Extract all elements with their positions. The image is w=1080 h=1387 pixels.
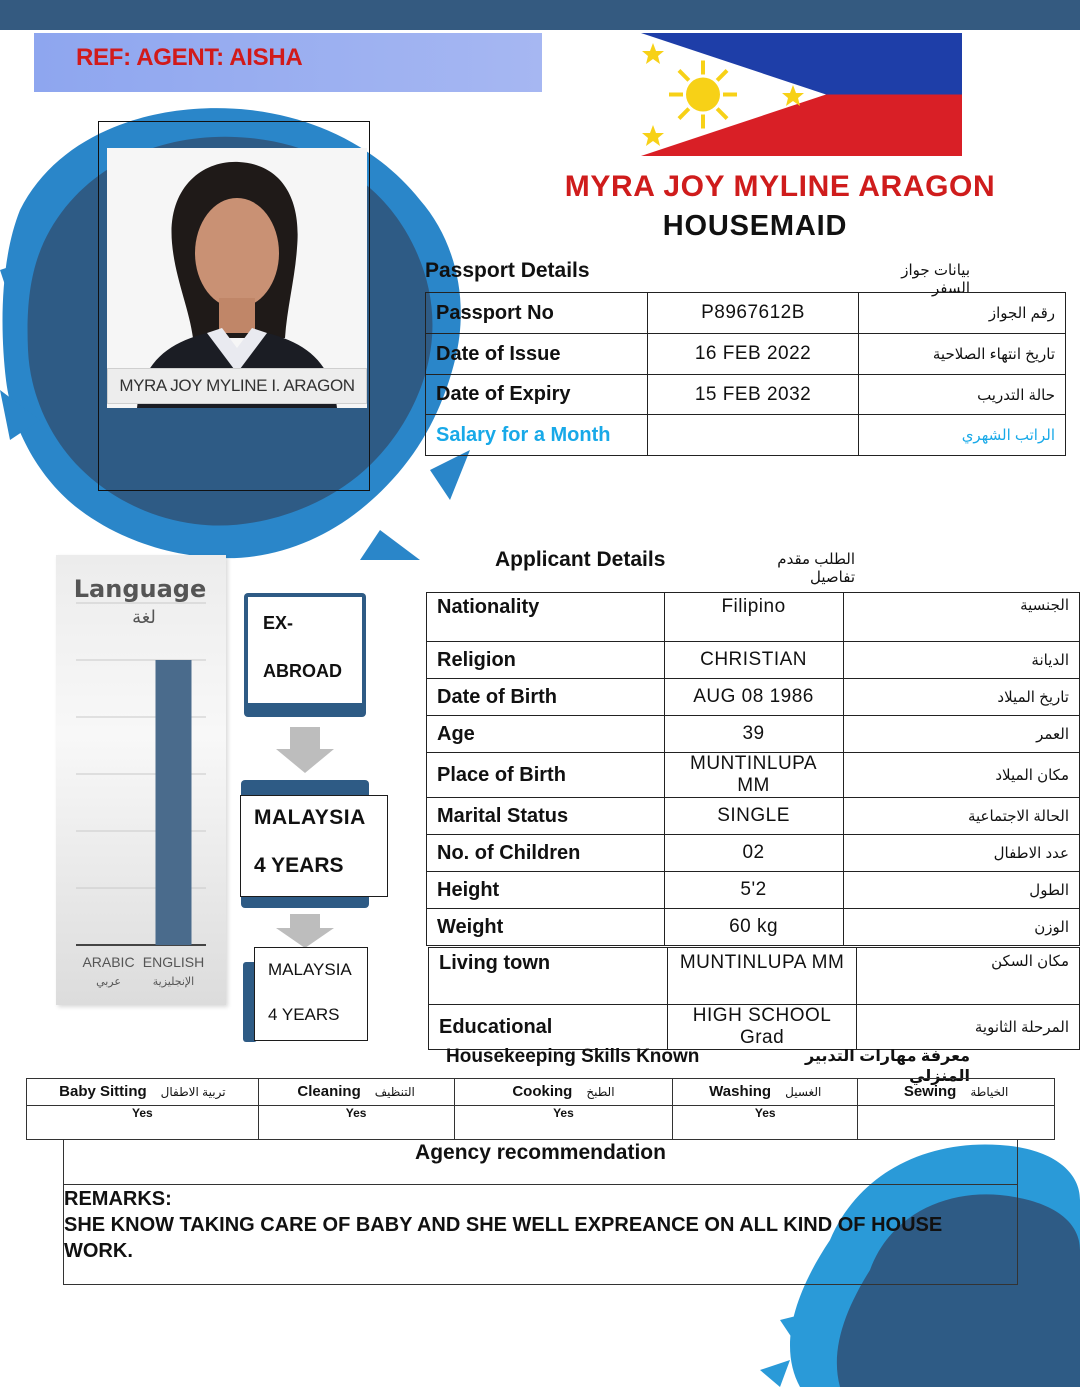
table-row (427, 593, 1080, 642)
table-row (427, 872, 1080, 909)
divider (63, 1184, 1018, 1185)
table-row (427, 835, 1080, 872)
table-row (427, 753, 1080, 798)
remarks-label: REMARKS: (64, 1188, 172, 1210)
down-arrow-icon (276, 727, 334, 773)
candidate-photo (107, 148, 367, 408)
skill-name: Cooking (512, 1083, 573, 1100)
marital-status-label-ar: الحالة الاجتماعية (843, 798, 1080, 835)
skill-name: Cleaning (297, 1083, 361, 1100)
marital-status-label: Marital Status (427, 798, 665, 835)
job1-country: MALAYSIA (254, 806, 366, 829)
weight-label-ar: الوزن (843, 909, 1080, 946)
table-row (427, 716, 1080, 753)
passport-no-value: P8967612B (647, 293, 859, 334)
living-town-label-ar: مكان السكن (857, 948, 1080, 1005)
education-label: Educational (429, 1005, 668, 1050)
date-of-birth-label-ar: تاريخ الميلاد (843, 679, 1080, 716)
children-label: No. of Children (427, 835, 665, 872)
philippines-flag-icon (641, 33, 962, 156)
skill-value: Yes (673, 1106, 858, 1140)
language-bar-english (156, 660, 192, 945)
table-row (426, 293, 1066, 334)
children-value: 02 (664, 835, 843, 872)
remarks-text: SHE KNOW TAKING CARE OF BABY AND SHE WELL EXPREANCE ON ALL KIND OF HOUSE WORK. (64, 1214, 943, 1262)
children-label-ar: عدد الاطفال (843, 835, 1080, 872)
date-of-expiry-value: 15 FEB 2032 (647, 375, 859, 415)
religion-label: Religion (427, 642, 665, 679)
date-of-birth-value: AUG 08 1986 (664, 679, 843, 716)
weight-value: 60 kg (664, 909, 843, 946)
height-label-ar: الطول (843, 872, 1080, 909)
nationality-value: Filipino (664, 593, 843, 642)
table-row (426, 415, 1066, 456)
salary-value (647, 415, 859, 456)
skills-title: Housekeeping Skills Known (446, 1046, 700, 1067)
religion-label-ar: الديانة (843, 642, 1080, 679)
language-tick-label: ENGLISH (142, 954, 205, 970)
passport-no-label: Passport No (426, 293, 648, 334)
table-row (426, 334, 1066, 375)
language-tick-label-ar: الإنجليزية (152, 975, 195, 988)
education-value: HIGH SCHOOL Grad (667, 1005, 857, 1050)
candidate-name: MYRA JOY MYLINE ARAGON (564, 170, 996, 203)
place-of-birth-value: MUNTINLUPA MM (664, 753, 843, 798)
age-value: 39 (664, 716, 843, 753)
language-title-ar: لغة (132, 607, 156, 628)
down-arrow-icon (276, 914, 334, 948)
applicant-table (426, 592, 1080, 946)
skills-title-ar: معرفة مهارات التدبير المنزلي (805, 1048, 970, 1085)
ex-abroad-line1: EX- (263, 613, 294, 633)
date-of-issue-value: 16 FEB 2022 (647, 334, 859, 375)
religion-value: CHRISTIAN (664, 642, 843, 679)
remarks-block (64, 1186, 964, 1264)
skill-value (858, 1106, 1055, 1140)
height-value: 5'2 (664, 872, 843, 909)
job2-duration: 4 YEARS (268, 1005, 340, 1024)
skill-name: Washing (709, 1083, 772, 1100)
salary-label-ar: الراتب الشهري (859, 415, 1066, 456)
skill-name-ar: الخياطة (970, 1085, 1009, 1099)
ex-abroad-box (248, 597, 362, 703)
photo-name-caption: MYRA JOY MYLINE I. ARAGON (107, 368, 367, 404)
applicant-extra-table (428, 947, 1080, 1050)
living-town-value: MUNTINLUPA MM (667, 948, 857, 1005)
table-row (427, 642, 1080, 679)
applicant-details-title: Applicant Details (495, 548, 666, 571)
table-row (27, 1106, 1055, 1140)
passport-table (425, 292, 1066, 456)
language-tick-label: ARABIC (82, 954, 135, 970)
marital-status-value: SINGLE (664, 798, 843, 835)
job1-duration: 4 YEARS (254, 854, 344, 877)
language-tick-label-ar: عربي (96, 975, 121, 988)
skill-value: Yes (27, 1106, 259, 1140)
nationality-label-ar: الجنسية (843, 593, 1080, 642)
salary-label: Salary for a Month (426, 415, 648, 456)
applicant-details-title-ar: الطلب مقدم تفاصيل (777, 551, 855, 586)
table-row (427, 679, 1080, 716)
agent-reference-text: REF: AGENT: AISHA (76, 44, 303, 71)
skill-sewing (858, 1079, 1055, 1106)
language-title: Language (73, 575, 207, 603)
agent-reference-banner (34, 33, 542, 92)
job2-box (254, 947, 368, 1041)
date-of-issue-label-ar: تاريخ انتهاء الصلاحية (859, 334, 1066, 375)
skill-name: Sewing (903, 1083, 957, 1100)
passport-details-title-ar: بيانات جواز السفر (901, 262, 970, 297)
table-row (427, 909, 1080, 946)
skill-baby-sitting (27, 1079, 259, 1106)
date-of-birth-label: Date of Birth (427, 679, 665, 716)
table-row (427, 798, 1080, 835)
age-label: Age (427, 716, 665, 753)
language-chart (56, 555, 226, 1005)
passport-no-label-ar: رقم الجواز (859, 293, 1066, 334)
age-label-ar: العمر (843, 716, 1080, 753)
skill-name-ar: التنظيف (374, 1085, 415, 1099)
top-bar (0, 0, 1080, 30)
education-label-ar: المرحلة الثانوية (857, 1005, 1080, 1050)
living-town-label: Living town (429, 948, 668, 1005)
table-row (429, 1005, 1080, 1050)
job1-box (240, 795, 388, 897)
ex-abroad-line2: ABROAD (263, 661, 342, 681)
skill-name-ar: تربية الاطفال (160, 1085, 226, 1099)
date-of-expiry-label: Date of Expiry (426, 375, 648, 415)
skill-name-ar: الطبخ (586, 1085, 615, 1099)
skill-name-ar: الغسيل (785, 1085, 822, 1099)
nationality-label: Nationality (427, 593, 665, 642)
agency-recommendation-title: Agency recommendation (415, 1141, 666, 1164)
skill-value: Yes (258, 1106, 454, 1140)
table-row (27, 1079, 1055, 1106)
height-label: Height (427, 872, 665, 909)
skill-washing (673, 1079, 858, 1106)
skill-cleaning (258, 1079, 454, 1106)
date-of-issue-label: Date of Issue (426, 334, 648, 375)
candidate-position: HOUSEMAID (662, 210, 848, 242)
skill-cooking (454, 1079, 673, 1106)
table-row (429, 948, 1080, 1005)
place-of-birth-label: Place of Birth (427, 753, 665, 798)
skill-name: Baby Sitting (59, 1083, 147, 1100)
skill-value: Yes (454, 1106, 673, 1140)
job2-country: MALAYSIA (268, 960, 352, 979)
place-of-birth-label-ar: مكان الميلاد (843, 753, 1080, 798)
date-of-expiry-label-ar: حالة التدريب (859, 375, 1066, 415)
table-row (426, 375, 1066, 415)
passport-details-title: Passport Details (425, 259, 590, 282)
weight-label: Weight (427, 909, 665, 946)
skills-table (26, 1078, 1055, 1140)
